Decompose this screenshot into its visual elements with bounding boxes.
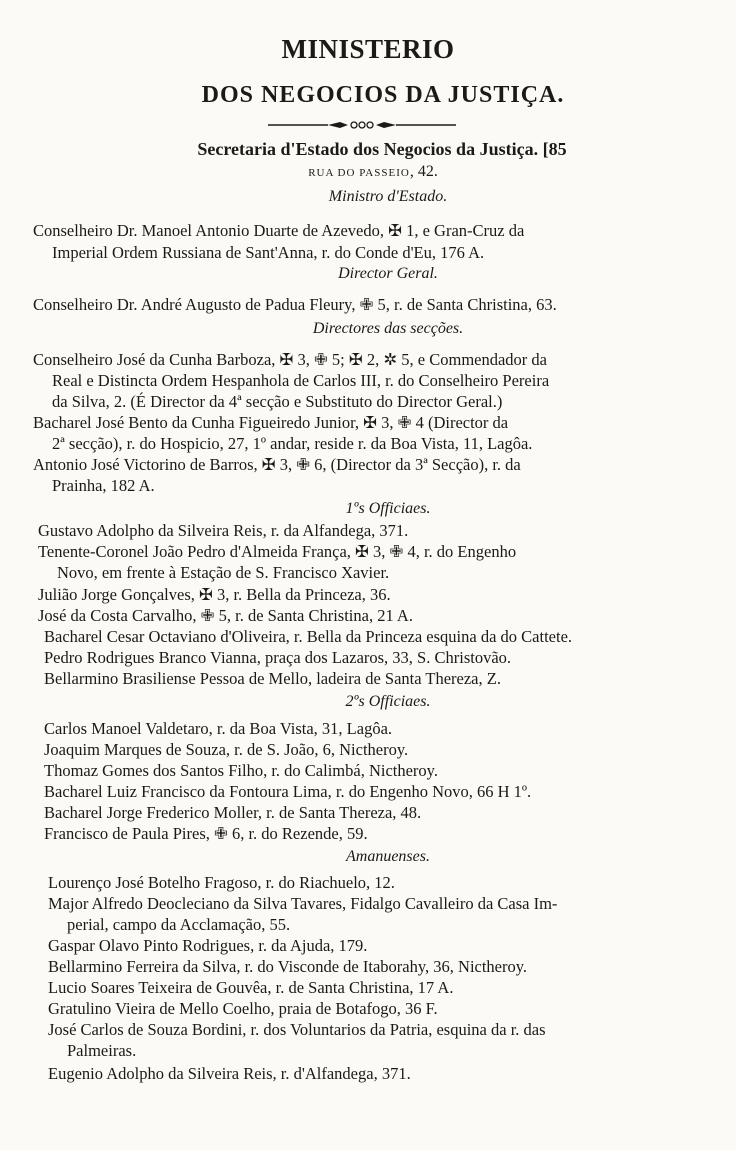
entry-line: Conselheiro José da Cunha Barboza, ✠ 3, ✙ 5; ✠ 2, ✲ 5, e Commendador da [33,350,547,369]
entry-line: Joaquim Marques de Souza, r. de S. João, 6, Nictheroy. [44,740,409,759]
section-heading: Secretaria d'Estado dos Negocios da Justiça. [85 [197,139,567,159]
entry-line: Imperial Ordem Russiana de Sant'Anna, r. do Conde d'Eu, 176 A. [52,243,485,262]
entry-line: Bellarmino Brasiliense Pessoa de Mello, ladeira de Santa Thereza, Z. [44,669,501,688]
entry-line: José da Costa Carvalho, ✙ 5, r. de Santa Christina, 21 A. [38,606,413,625]
heading-director-geral: Director Geral. [338,265,438,282]
ornament-divider [268,120,456,130]
entry-line: Eugenio Adolpho da Silveira Reis, r. d'Alfandega, 371. [48,1064,411,1083]
heading-primeiros-officiaes: 1ºs Officiaes. [345,500,431,517]
entry-line: Palmeiras. [67,1041,137,1060]
page-title: MINISTERIO [281,34,455,64]
heading-amanuenses: Amanuenses. [346,848,430,865]
entry-line: Prainha, 182 A. [52,476,155,495]
entry-line: Bacharel Cesar Octaviano d'Oliveira, r. Bella da Princeza esquina da do Cattete. [44,627,573,646]
entry-line: Novo, em frente à Estação de S. Francisco Xavier. [57,563,390,582]
entry-line: Gratulino Vieira de Mello Coelho, praia de Botafogo, 36 F. [48,999,438,1018]
entry-line: da Silva, 2. (É Director da 4ª secção e Substituto do Director Geral.) [52,392,503,411]
entry-line: José Carlos de Souza Bordini, r. dos Voluntarios da Patria, esquina da r. das [48,1020,546,1039]
entry-line: Lucio Soares Teixeira de Gouvêa, r. de Santa Christina, 17 A. [48,978,454,997]
address-street: RUA DO PASSEIO [308,167,410,179]
entry-line: perial, campo da Acclamação, 55. [67,915,291,934]
heading-directores: Directores das secções. [312,320,464,337]
entry-line: Antonio José Victorino de Barros, ✠ 3, ✙ 6, (Director da 3ª Secção), r. da [33,455,521,474]
page-subtitle: DOS NEGOCIOS DA JUSTIÇA. [201,82,565,108]
entry-line: Bacharel Luiz Francisco da Fontoura Lima, r. do Engenho Novo, 66 H 1º. [44,782,532,801]
entry-line: Bacharel José Bento da Cunha Figueiredo Junior, ✠ 3, ✙ 4 (Director da [33,413,509,432]
address-number: , 42. [409,163,438,180]
entry-line: Gaspar Olavo Pinto Rodrigues, r. da Ajuda, 179. [48,936,368,955]
entry-line: Lourenço José Botelho Fragoso, r. do Riachuelo, 12. [48,873,395,892]
secretaria-address [0,163,736,181]
heading-ministro: Ministro d'Estado. [328,188,448,205]
entry-line: Thomaz Gomes dos Santos Filho, r. do Calimbá, Nictheroy. [44,761,438,780]
entry-line: Bacharel Jorge Frederico Moller, r. de Santa Thereza, 48. [44,803,422,822]
entry-line: Julião Jorge Gonçalves, ✠ 3, r. Bella da Princeza, 36. [38,585,391,604]
entry-line: Carlos Manoel Valdetaro, r. da Boa Vista, 31, Lagôa. [44,719,393,738]
entry-line: Real e Distincta Ordem Hespanhola de Carlos III, r. do Conselheiro Pereira [52,371,550,390]
heading-segundos-officiaes: 2ºs Officiaes. [345,693,431,710]
entry-line: Major Alfredo Deocleciano da Silva Tavares, Fidalgo Cavalleiro da Casa Im- [48,894,558,913]
entry-line: Pedro Rodrigues Branco Vianna, praça dos Lazaros, 33, S. Christovão. [44,648,512,667]
entry-line: Conselheiro Dr. Manoel Antonio Duarte de Azevedo, ✠ 1, e Gran-Cruz da [33,221,525,240]
entry-line: Francisco de Paula Pires, ✙ 6, r. do Rezende, 59. [44,824,368,843]
entry-line: 2ª secção), r. do Hospicio, 27, 1º andar, reside r. da Boa Vista, 11, Lagôa. [52,434,533,453]
entry-line: Conselheiro Dr. André Augusto de Padua Fleury, ✙ 5, r. de Santa Christina, 63. [33,295,557,314]
entry-line: Bellarmino Ferreira da Silva, r. do Visconde de Itaborahy, 36, Nictheroy. [48,957,528,976]
entry-line: Gustavo Adolpho da Silveira Reis, r. da Alfandega, 371. [38,521,409,540]
entry-line: Tenente-Coronel João Pedro d'Almeida França, ✠ 3, ✙ 4, r. do Engenho [38,542,517,561]
